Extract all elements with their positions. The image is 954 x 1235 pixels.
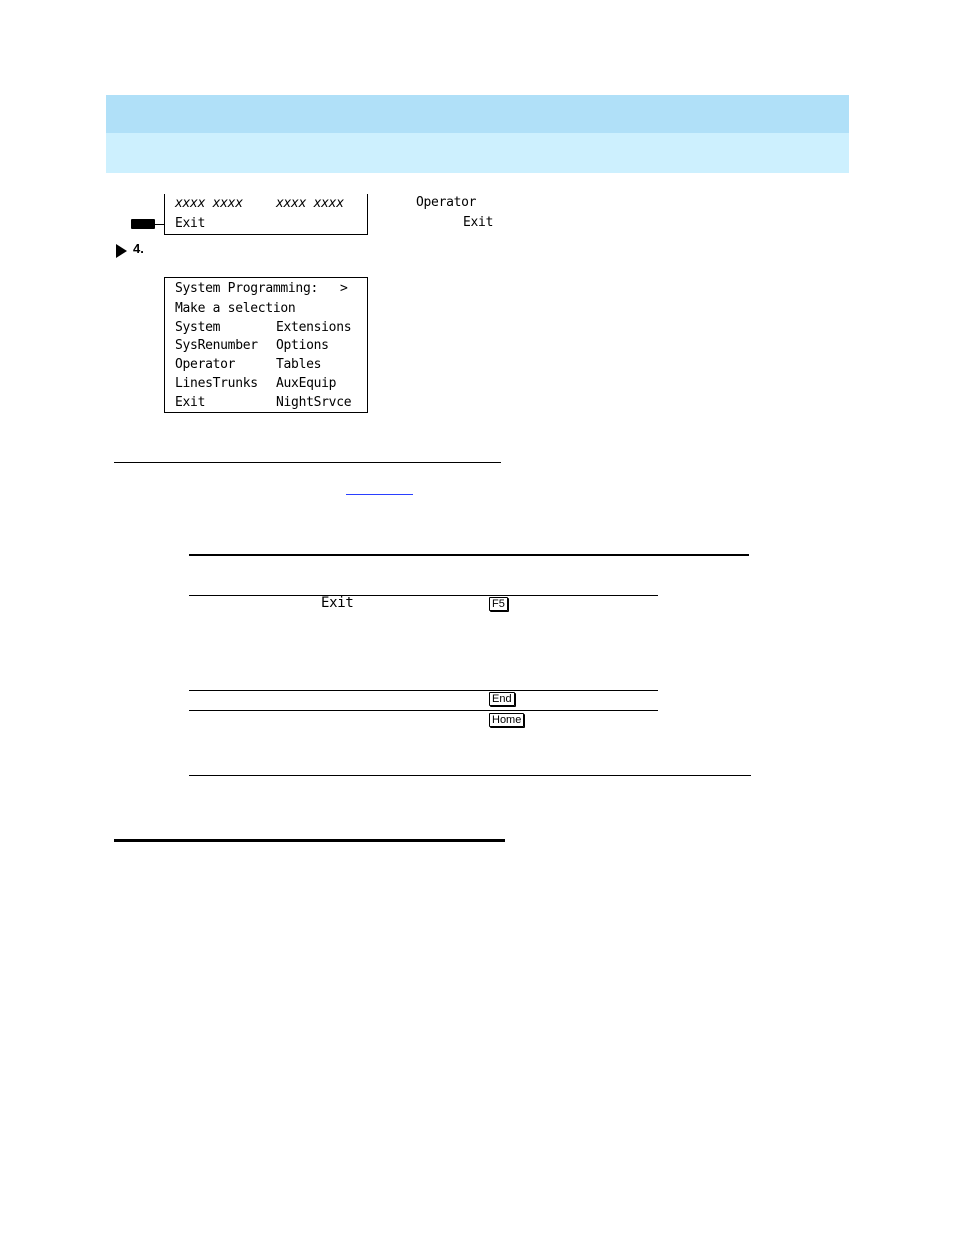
display-row1-col1: xxxx xxxx <box>175 196 243 211</box>
menu-option-system[interactable]: System <box>175 320 221 335</box>
display-exit-option[interactable]: Exit <box>175 216 206 231</box>
cross-reference-link[interactable] <box>346 494 413 495</box>
step-number: 4. <box>133 241 144 256</box>
section-divider <box>114 462 501 463</box>
table-header-rule <box>189 595 658 596</box>
operator-label: Operator <box>416 195 477 210</box>
menu-option-operator[interactable]: Operator <box>175 357 236 372</box>
menu-option-sysrenumber[interactable]: SysRenumber <box>175 338 258 353</box>
home-key-icon: Home <box>489 713 524 727</box>
step-arrow-icon <box>116 244 127 258</box>
menu-option-nightsrvce[interactable]: NightSrvce <box>276 395 352 410</box>
menu-option-extensions[interactable]: Extensions <box>276 320 352 335</box>
table-exit-label: Exit <box>321 595 354 611</box>
menu-option-options[interactable]: Options <box>276 338 329 353</box>
menu-option-exit[interactable]: Exit <box>175 395 206 410</box>
menu-option-linestrunks[interactable]: LinesTrunks <box>175 376 258 391</box>
softkey-button[interactable] <box>131 219 155 229</box>
header-band-top <box>106 95 849 133</box>
end-key-icon: End <box>489 692 515 706</box>
console-display-partial <box>164 194 368 235</box>
exit-label: Exit <box>463 215 494 230</box>
header-band-bottom <box>106 133 849 173</box>
display-row1-col2: xxxx xxxx <box>276 196 344 211</box>
system-programming-display <box>164 277 368 413</box>
table-bottom-rule <box>189 775 751 776</box>
section-heading-rule <box>114 839 505 842</box>
table-row-rule <box>189 710 658 711</box>
display-title: System Programming: <box>175 281 319 296</box>
table-row-rule <box>189 690 658 691</box>
softkey-connector <box>153 224 164 225</box>
f5-key-icon: F5 <box>489 597 508 611</box>
table-top-rule <box>189 554 749 556</box>
menu-option-tables[interactable]: Tables <box>276 357 322 372</box>
menu-option-auxequip[interactable]: AuxEquip <box>276 376 337 391</box>
display-prompt: Make a selection <box>175 301 296 316</box>
next-page-arrow[interactable]: > <box>340 281 348 296</box>
